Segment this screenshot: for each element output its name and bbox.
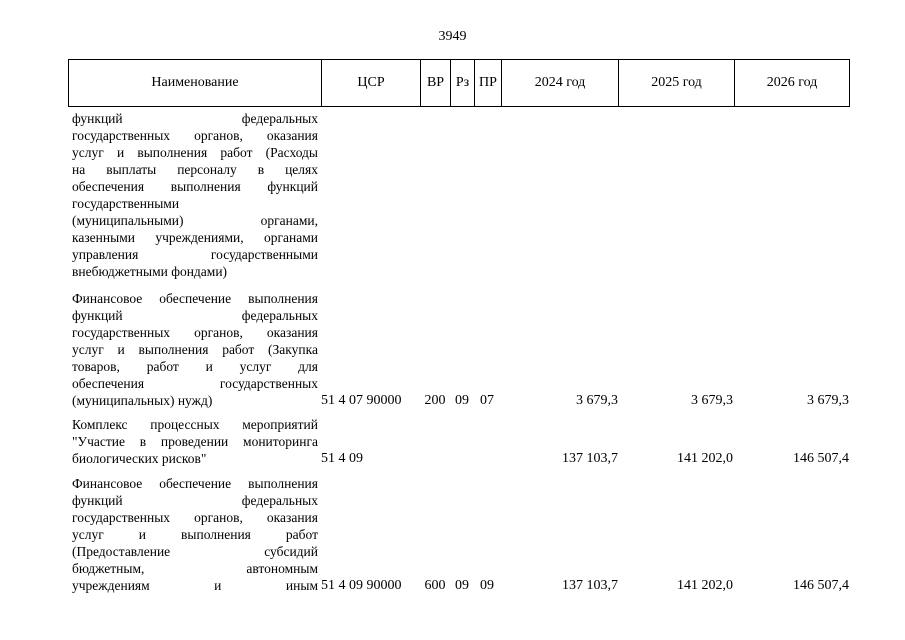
table-header (68, 59, 850, 107)
row-name-line: государственных органов, оказания (72, 325, 318, 340)
row-name-line: учреждениям и иным (72, 578, 318, 593)
row-name-line: бюджетным, автономным (72, 561, 318, 576)
row-name-line: услуг и выполнения работ (Расходы (72, 145, 318, 160)
row-2025: 3 679,3 (691, 393, 733, 408)
row-name-line: обеспечения государственных (72, 376, 318, 391)
row-2024: 3 679,3 (576, 393, 618, 408)
header-vr: ВР (426, 75, 445, 90)
row-name-line: (Предоставление субсидий (72, 544, 318, 559)
row-csr: 51 4 09 (321, 451, 363, 466)
header-2025: 2025 год (651, 75, 702, 90)
row-2024: 137 103,7 (562, 451, 618, 466)
row-name-line: Финансовое обеспечение выполнения (72, 476, 318, 491)
row-name-line: "Участие в проведении мониторинга (72, 434, 318, 449)
row-name-line: услуг и выполнения работ (Закупка (72, 342, 318, 357)
row-2025: 141 202,0 (677, 578, 733, 593)
row-name-line: государственных органов, оказания (72, 128, 318, 143)
row-name-line: функций федеральных (72, 111, 318, 126)
row-name (72, 110, 318, 280)
row-name-line: на выплаты персоналу в целях (72, 162, 318, 177)
row-2026: 146 507,4 (793, 451, 849, 466)
row-pr: 07 (480, 393, 494, 408)
row-rz: 09 (455, 578, 469, 593)
row-2026: 146 507,4 (793, 578, 849, 593)
row-csr: 51 4 09 90000 (321, 578, 402, 593)
row-vr: 200 (424, 393, 446, 408)
row-name-line: биологических рисков" (72, 451, 207, 466)
row-name-line: обеспечения выполнения функций (72, 179, 318, 194)
row-vr: 600 (424, 578, 446, 593)
row-name-line: функций федеральных (72, 308, 318, 323)
row-name-line: управления государственными (72, 247, 318, 262)
row-name (72, 416, 318, 467)
header-pr: ПР (479, 75, 497, 90)
row-name-line: государственными (72, 196, 180, 211)
row-rz: 09 (455, 393, 469, 408)
row-2026: 3 679,3 (807, 393, 849, 408)
header-rz: Рз (455, 75, 470, 90)
row-name-line: внебюджетными фондами) (72, 264, 228, 279)
header-2026: 2026 год (766, 75, 818, 90)
row-name-line: товаров, работ и услуг для (72, 359, 318, 374)
header-csr: ЦСР (357, 75, 385, 90)
row-name-line: Комплекс процессных мероприятий (72, 417, 318, 432)
row-name (72, 475, 318, 594)
row-name-line: (муниципальными) органами, (72, 213, 318, 228)
row-name-line: функций федеральных (72, 493, 318, 508)
row-pr: 09 (480, 578, 494, 593)
row-2024: 137 103,7 (562, 578, 618, 593)
row-name-line: Финансовое обеспечение выполнения (72, 291, 318, 306)
row-csr: 51 4 07 90000 (321, 393, 402, 408)
row-name-line: государственных органов, оказания (72, 510, 318, 525)
row-name-line: казенными учреждениями, органами (72, 230, 318, 245)
row-name (72, 290, 318, 409)
row-2025: 141 202,0 (677, 451, 733, 466)
page-number: 3949 (438, 29, 467, 44)
header-name: Наименование (151, 75, 239, 90)
header-2024: 2024 год (534, 75, 586, 90)
row-name-line: (муниципальных) нужд) (72, 393, 213, 408)
row-name-line: услуг и выполнения работ (72, 527, 318, 542)
